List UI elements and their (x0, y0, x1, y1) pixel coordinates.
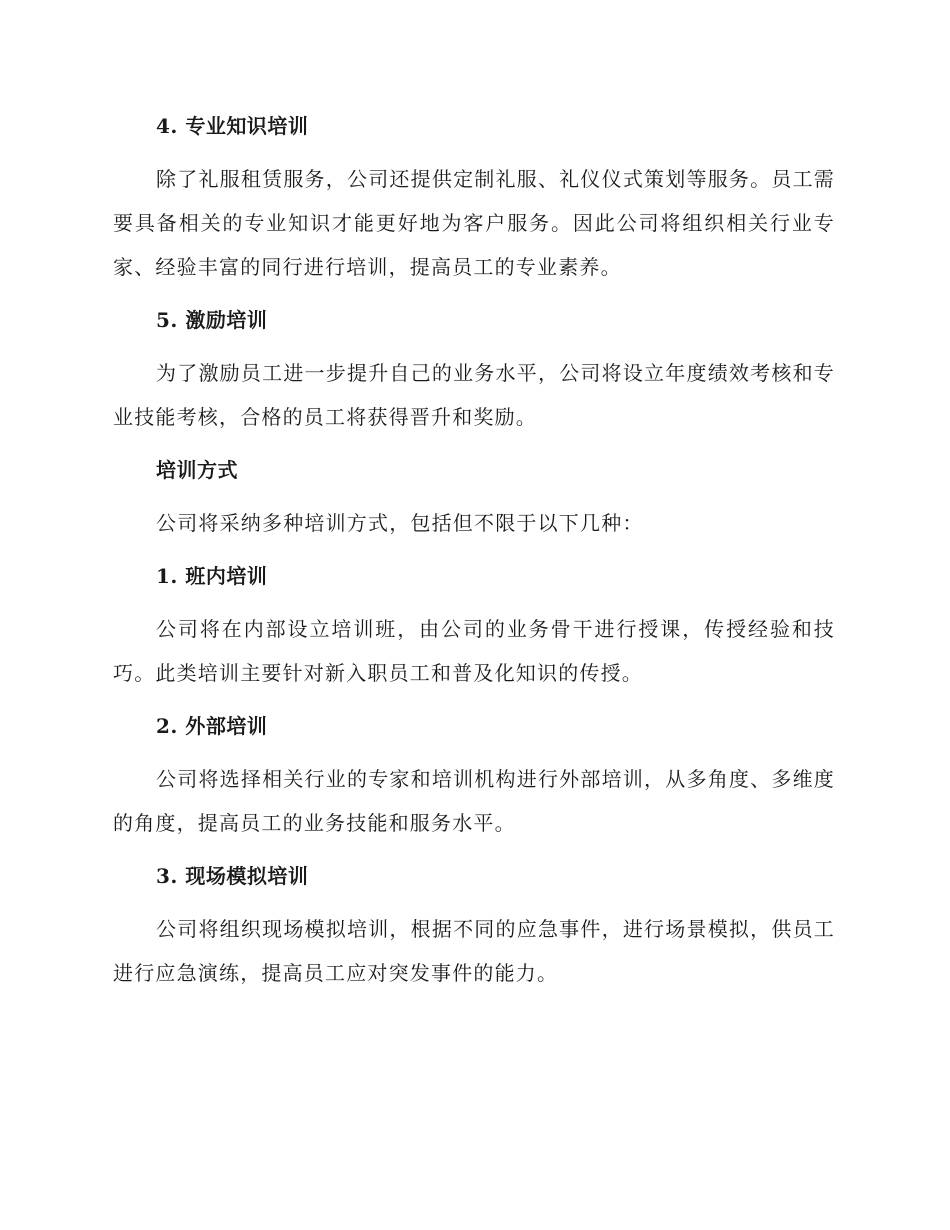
section-paragraph-training-methods: 公司将采纳多种培训方式，包括但不限于以下几种： (156, 511, 644, 535)
section-paragraph-professional-knowledge: 除了礼服租赁服务，公司还提供定制礼服、礼仪仪式策划等服务。员工需要具备相关的专业知识才能更好地为客户服务。因此公司将组织相关行业专家、经验丰富的同行进行培训，提高员工的专业素养。 (113, 167, 835, 279)
section-heading-training-methods: 培训方式 (156, 458, 238, 482)
section-heading-simulation: 3. 现场模拟培训 (156, 864, 309, 888)
section-heading-external: 2. 外部培训 (156, 714, 268, 738)
section-heading-incentive: 5. 激励培训 (156, 308, 268, 332)
section-paragraph-simulation: 公司将组织现场模拟培训，根据不同的应急事件，进行场景模拟，供员工进行应急演练，提高员工应对突发事件的能力。 (113, 917, 835, 985)
section-heading-in-class: 1. 班内培训 (156, 564, 268, 588)
document-page (113, 108, 835, 1008)
section-paragraph-in-class: 公司将在内部设立培训班，由公司的业务骨干进行授课，传授经验和技巧。此类培训主要针对新入职员工和普及化知识的传授。 (113, 617, 835, 685)
section-heading-professional-knowledge: 4. 专业知识培训 (156, 114, 309, 138)
section-paragraph-incentive: 为了激励员工进一步提升自己的业务水平，公司将设立年度绩效考核和专业技能考核，合格的员工将获得晋升和奖励。 (113, 361, 835, 429)
section-paragraph-external: 公司将选择相关行业的专家和培训机构进行外部培训，从多角度、多维度的角度，提高员工的业务技能和服务水平。 (113, 767, 835, 835)
